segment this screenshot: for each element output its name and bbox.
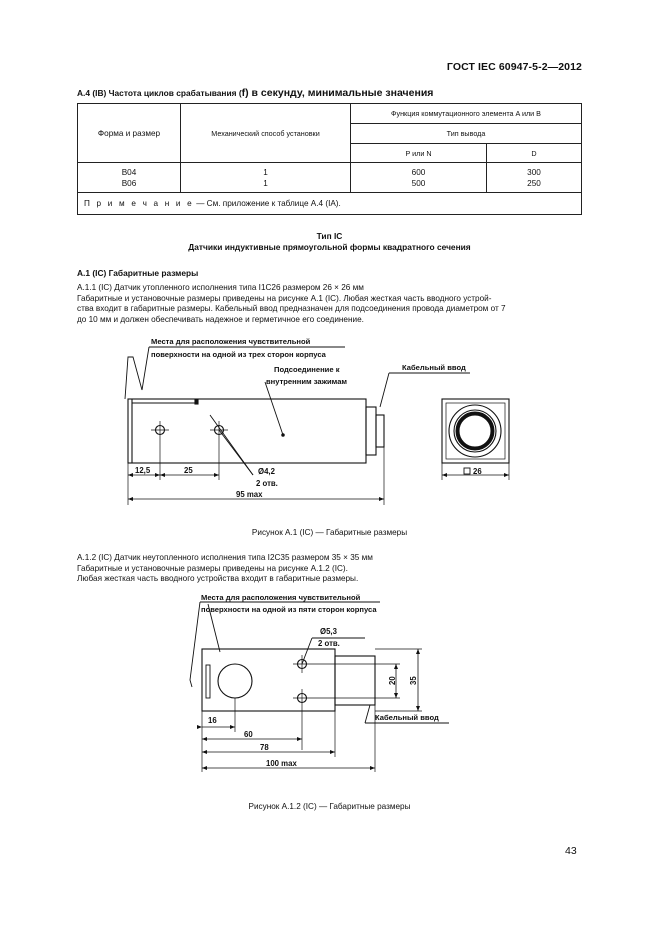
sensor-side-view-1 [442,399,509,463]
figure-a1-drawing [95,335,525,515]
fig2-dim-20: 20 [388,676,397,685]
header-d: D [487,144,582,163]
table-title-suffix: ) в секунду, минимальные значения [245,87,434,99]
table-title-prefix: А.4 (IB) Частота циклов срабатывания ( [77,88,242,98]
cell-form-2: B06 [121,178,137,188]
table-note [78,193,582,215]
figure-a12-caption: Рисунок А.1.2 (IC) — Габаритные размеры [248,802,411,811]
fig1-dim-sq26: 26 [473,467,482,476]
header-function: Функция коммутационного элемента A или B [351,104,582,124]
figure-a1-caption: Рисунок А.1 (IC) — Габаритные размеры [251,528,408,537]
fig2-dim-60: 60 [244,730,253,739]
section-heading: А.1 (IC) Габаритные размеры [77,268,199,278]
type-title: Тип IC [316,231,343,241]
cell-form-1: B04 [121,167,137,177]
a11-line2: Габаритные и установочные размеры приведены на рисунке А.1 (IC). Любая жесткая часть вводного устрой- [77,293,492,303]
sensor-body-2 [202,649,335,711]
fig1-dim-95: 95 max [236,490,263,499]
cell-d-2: 250 [527,178,541,188]
a11-line1: А.1.1 (IC) Датчик утопленного исполнения типа I1C26 размером 26 × 26 мм [77,283,364,292]
table-title [77,87,433,99]
a12-line1: А.1.2 (IC) Датчик неутопленного исполнения типа I2C35 размером 35 × 35 мм [77,553,373,562]
fig1-connection-label-2: внутренним зажимам [266,377,348,386]
fig2-sensing-label-1: Места для расположения чувствительной [201,593,361,602]
header-form: Форма и размер [78,104,181,163]
a11-line3: ства входит в габаритные размеры. Кабельный ввод предназначен для подсоединения провода диаметром от 7 [77,304,506,313]
type-subtitle: Датчики индуктивные прямоугольной формы квадратного сечения [188,242,471,252]
cable-entry-1 [366,407,376,455]
fig2-dim-holes-count: 2 отв. [318,639,340,648]
fig1-dim-12-5: 12,5 [135,466,151,475]
fig1-connection-label-1: Подсоединение к [274,365,340,374]
fig2-dim-16: 16 [208,716,217,725]
header-mount: Механический способ установки [181,104,351,163]
fig1-sensing-label-2: поверхности на одной из трех сторон корпуса [151,350,326,359]
note-label: П р и м е ч а н и е [84,199,194,208]
page-number: 43 [565,845,577,857]
frequency-table [77,103,582,215]
fig2-dim-35: 35 [409,676,418,685]
fig1-cable-label: Кабельный ввод [402,363,466,372]
cell-pn-2: 500 [411,178,426,188]
paragraph-a12 [77,553,585,585]
header-pn: P или N [351,144,487,163]
table-title-f: f [241,87,246,99]
header-output-type: Тип вывода [351,124,582,144]
fig2-cable-label: Кабельный ввод [375,713,439,722]
fig1-sensing-label-1: Места для расположения чувствительной [151,337,311,346]
a12-line2: Габаритные и установочные размеры приведены на рисунке А.1.2 (IC). [77,563,348,573]
sensor-body-1 [128,399,366,463]
fig2-dim-hole: Ø5,3 [320,627,337,636]
figure-a12-drawing [160,592,460,792]
fig1-dim-hole: Ø4,2 [258,467,275,476]
table-row-data [78,163,582,193]
document-code: ГОСТ IEC 60947-5-2—2012 [446,61,582,73]
fig2-dim-100: 100 max [266,759,297,768]
note-text: — См. приложение к таблице А.4 (IA). [193,199,341,208]
cell-d-1: 300 [527,167,541,177]
fig2-dim-78: 78 [260,743,269,752]
a11-line4: до 10 мм и должен обеспечивать надежное и герметичное его соединение. [77,314,364,324]
fig1-dim-holes-count: 2 отв. [256,479,278,488]
cell-mount-1: 1 [263,167,268,177]
sensing-face-2 [218,664,252,698]
paragraph-a11 [77,283,585,325]
cell-pn-1: 600 [411,167,426,177]
a12-line3: Любая жесткая часть вводного устройства входит в габаритные размеры. [77,574,359,583]
fig1-dim-25: 25 [184,466,193,475]
fig2-sensing-label-2: поверхности на одной из пяти сторон корпуса [201,605,377,614]
cell-mount-2: 1 [263,178,268,188]
